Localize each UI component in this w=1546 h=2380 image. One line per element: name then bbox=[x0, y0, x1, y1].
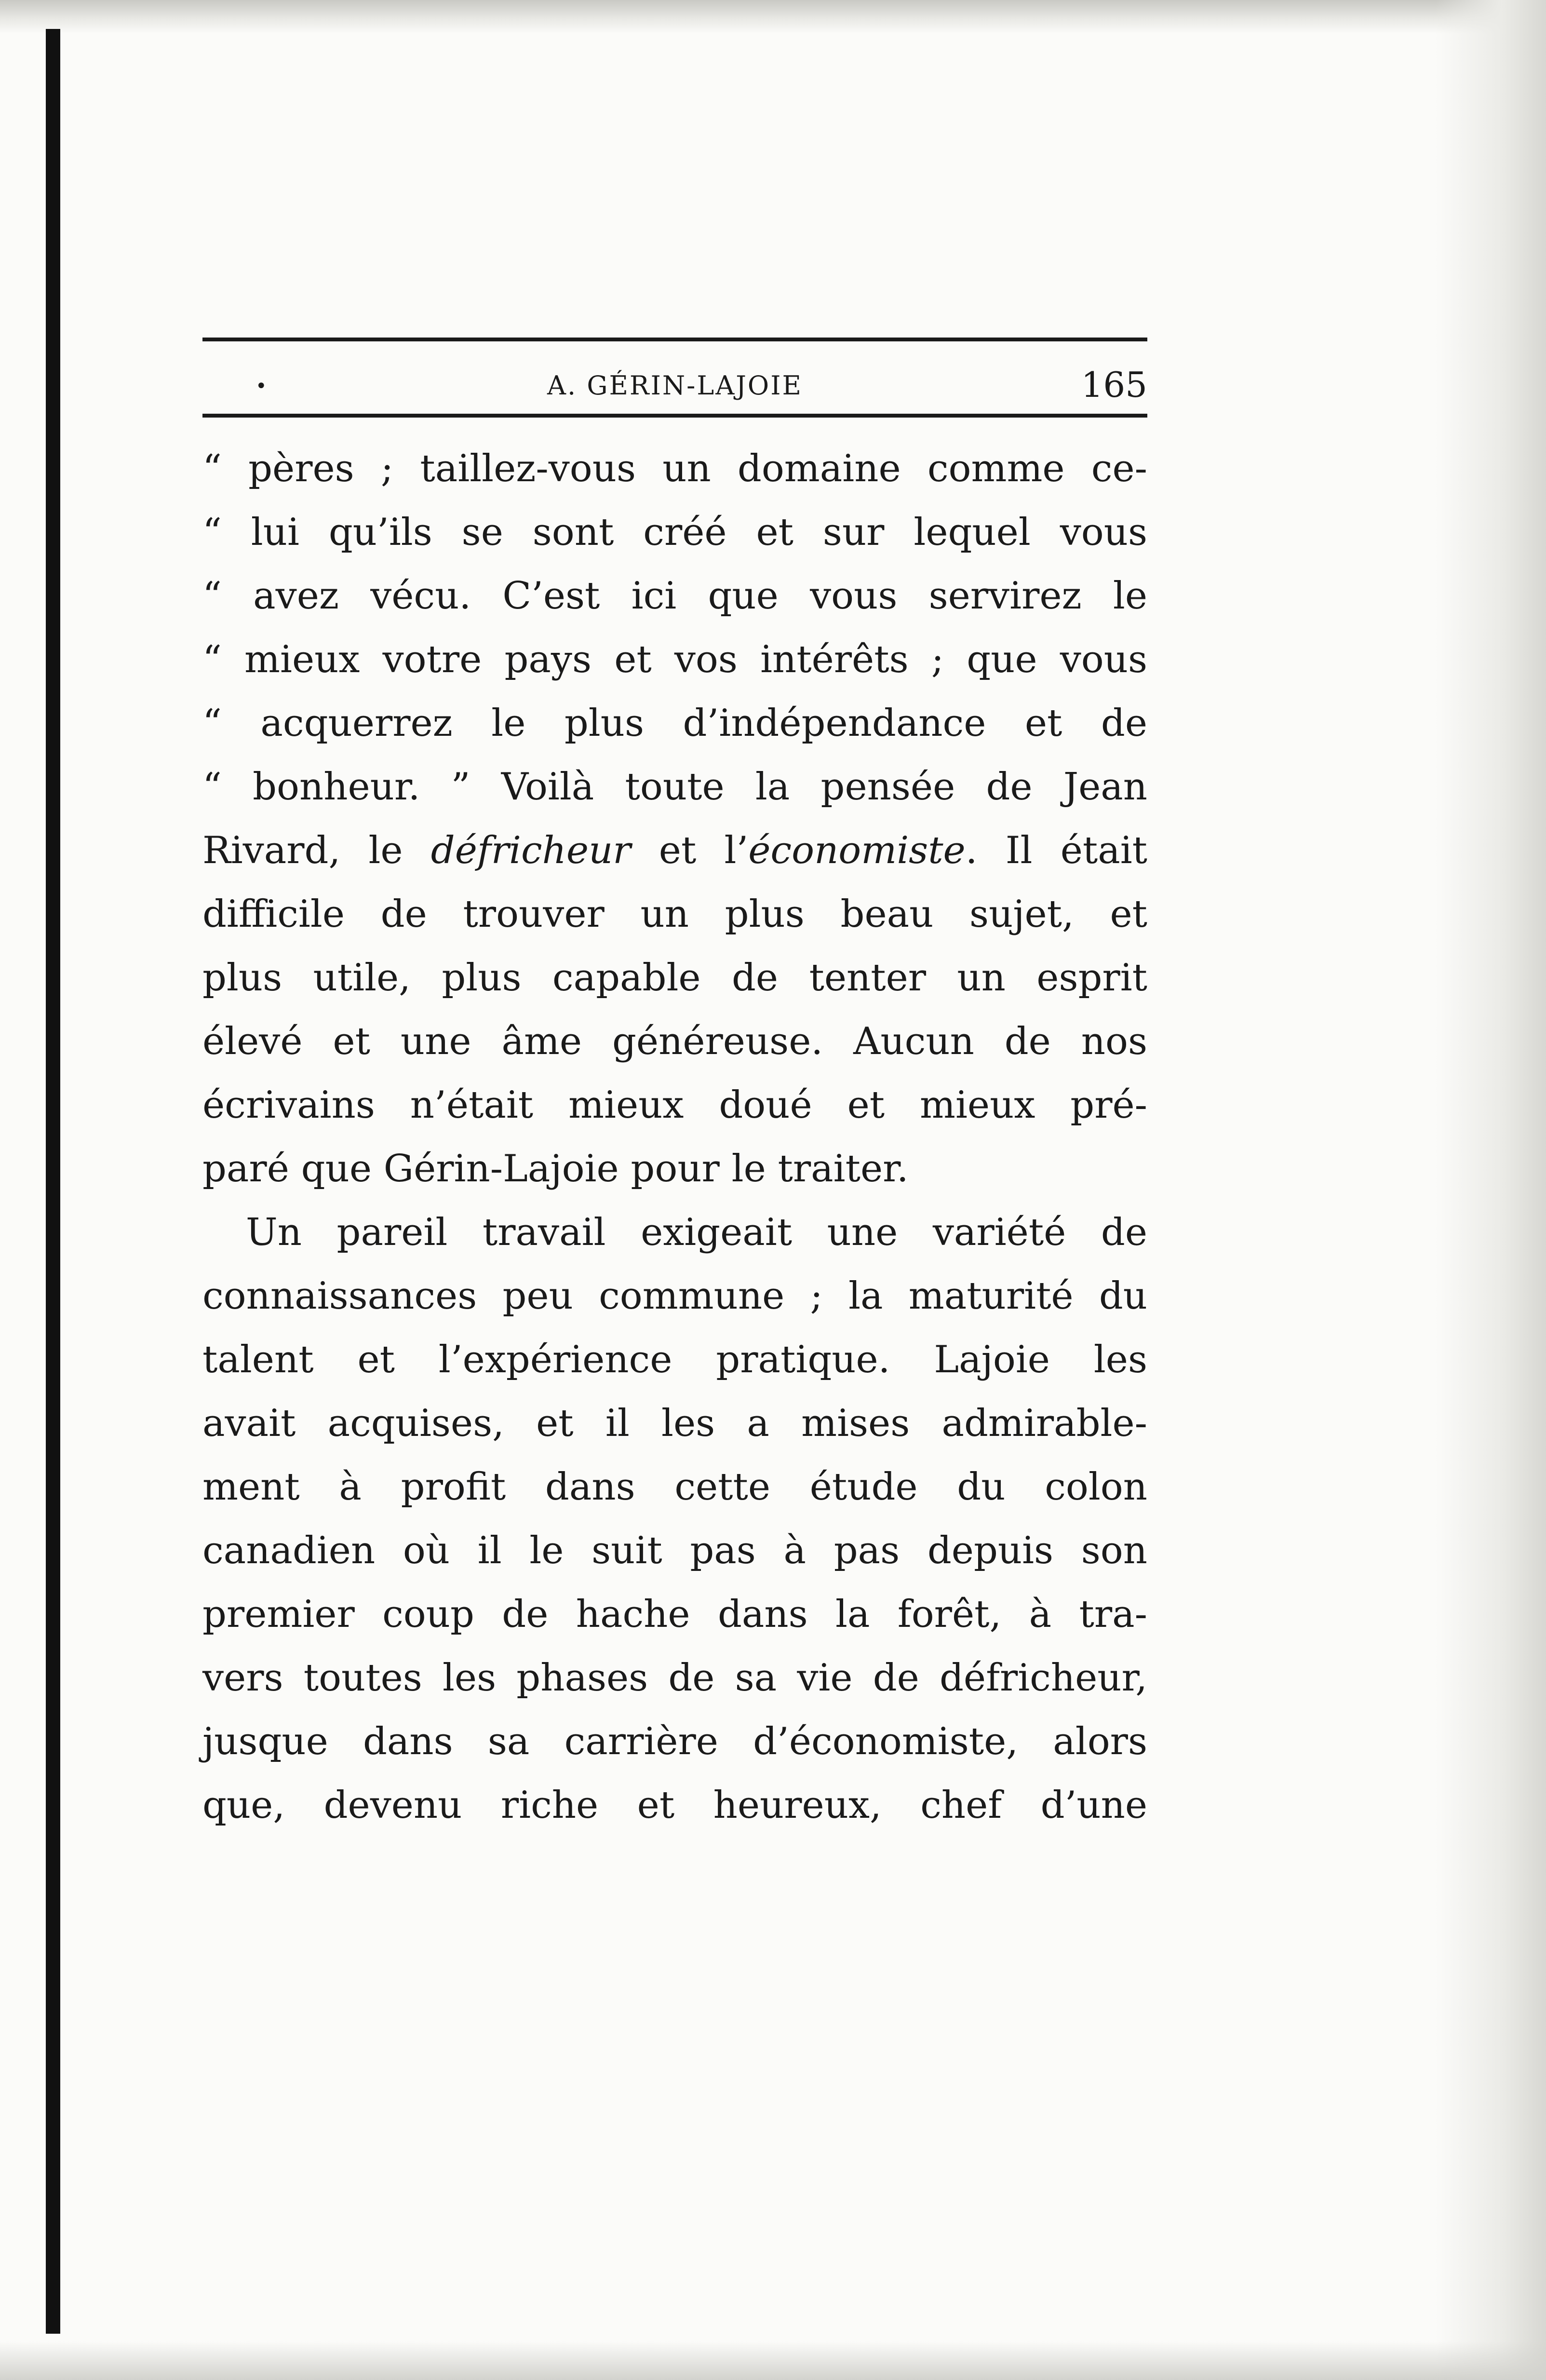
text-line: Un pareil travail exigeait une variété de bbox=[246, 1211, 1147, 1254]
text-line: difficile de trouver un plus beau sujet, et bbox=[202, 892, 1147, 936]
text-line: paré que Gérin-Lajoie pour le traiter. bbox=[202, 1147, 909, 1190]
text-line: vers toutes les phases de sa vie de défricheur, bbox=[202, 1656, 1147, 1700]
text-line: premier coup de hache dans la forêt, à tra- bbox=[202, 1593, 1147, 1636]
text-line: écrivains n’était mieux doué et mieux pré- bbox=[202, 1083, 1147, 1127]
text-line: ment à profit dans cette étude du colon bbox=[202, 1465, 1147, 1509]
scan-right-edge bbox=[1435, 0, 1546, 2380]
text-line: connaissances peu commune ; la maturité du bbox=[202, 1274, 1147, 1318]
text-line: talent et l’expérience pratique. Lajoie les bbox=[202, 1338, 1147, 1381]
text-line: plus utile, plus capable de tenter un esprit bbox=[202, 956, 1147, 1000]
header-rule-bottom bbox=[202, 414, 1147, 418]
text-line-with-italics bbox=[202, 819, 1147, 882]
text-line: que, devenu riche et heureux, chef d’une bbox=[202, 1784, 1147, 1827]
italic-term-defricheur: défricheur bbox=[430, 829, 631, 872]
book-page bbox=[202, 338, 1147, 1837]
text-fragment: Rivard, le bbox=[202, 829, 431, 872]
text-fragment: . Il était bbox=[965, 829, 1147, 872]
text-line: “ bonheur. ” Voilà toute la pensée de Jean bbox=[202, 765, 1147, 809]
scan-bottom-edge bbox=[0, 2341, 1546, 2380]
body-text bbox=[202, 437, 1147, 1837]
italic-term-economiste: économiste bbox=[748, 829, 966, 872]
text-line: canadien où il le suit pas à pas depuis son bbox=[202, 1529, 1147, 1572]
text-line: avait acquises, et il les a mises admirable- bbox=[202, 1402, 1147, 1445]
text-line: “ lui qu’ils se sont créé et sur lequel vous bbox=[202, 511, 1147, 554]
text-line: “ pères ; taillez-vous un domaine comme ce- bbox=[202, 447, 1147, 490]
page-number: 165 bbox=[1081, 365, 1147, 405]
text-line: “ acquerrez le plus d’indépendance et de bbox=[202, 702, 1147, 745]
text-line: “ avez vécu. C’est ici que vous servirez le bbox=[202, 574, 1147, 618]
text-fragment: et l’ bbox=[631, 829, 749, 872]
running-head bbox=[202, 341, 1147, 414]
ornament-mark: • bbox=[255, 375, 267, 397]
binding-edge bbox=[46, 29, 60, 2334]
header-rule-top bbox=[202, 338, 1147, 341]
running-head-title: A. GÉRIN-LAJOIE bbox=[547, 370, 803, 401]
text-line: “ mieux votre pays et vos intérêts ; que vous bbox=[202, 638, 1147, 681]
scan-top-edge bbox=[0, 0, 1546, 34]
text-line: jusque dans sa carrière d’économiste, alors bbox=[202, 1720, 1147, 1763]
text-line: élevé et une âme généreuse. Aucun de nos bbox=[202, 1020, 1147, 1063]
